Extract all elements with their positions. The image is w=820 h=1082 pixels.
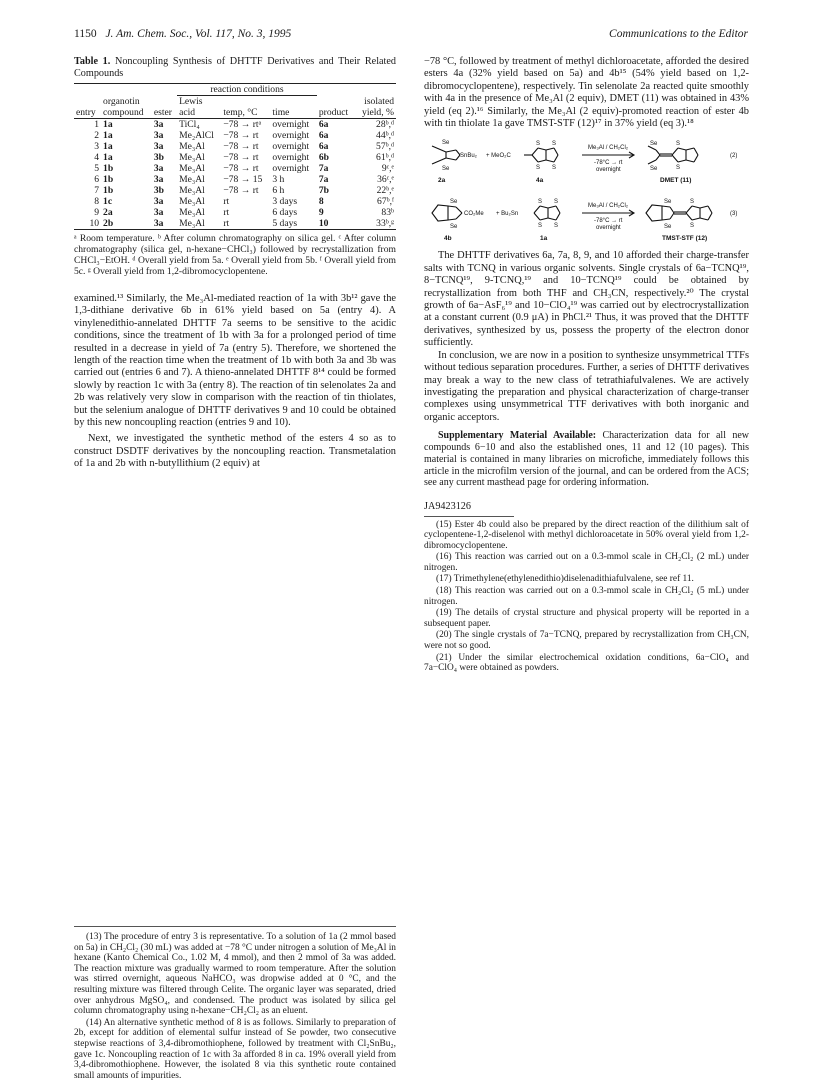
- cell-temp: rt: [223, 196, 230, 207]
- svg-text:S: S: [538, 223, 543, 230]
- svg-text:S: S: [554, 223, 559, 230]
- equation-3-drawing: [424, 192, 749, 246]
- svg-text:Se: Se: [664, 199, 672, 206]
- cell-entry: 5: [94, 163, 100, 174]
- cell-time: 5 days: [272, 218, 298, 229]
- scheme-equation-2: [424, 134, 749, 188]
- equation-2-drawing: [424, 134, 749, 188]
- ja-rule: [424, 516, 514, 517]
- table-caption-text: Noncoupling Synthesis of DHTTF Derivatives and Their Related Compounds: [74, 56, 396, 79]
- table-row: [74, 196, 396, 207]
- yield-table: [74, 83, 396, 230]
- table-body: [74, 119, 396, 230]
- svg-text:S: S: [690, 199, 695, 206]
- cell-acid: Me₃Al: [179, 152, 205, 163]
- cell-yield: 22ᵇ,ᵉ: [376, 185, 394, 196]
- journal-citation: J. Am. Chem. Soc., Vol. 117, No. 3, 1995: [105, 28, 292, 40]
- supplementary-material: [424, 430, 749, 489]
- eq3-label-b: 1a: [540, 235, 548, 243]
- eq3-conditions-time: overnight: [596, 225, 621, 232]
- cell-yield: 67ᵇ,ᶠ: [377, 196, 394, 207]
- cell-temp: −78 → rt: [223, 163, 259, 174]
- right-paragraph-top: −78 °C, followed by treatment of methyl dichloroacetate, afforded the desired esters 4a (32% yield based on 5a) and 4b¹⁵ (54% yield based on 1,2-dibromocyclopentene), respectively. Tin selenolate 2a reacted quite smoothly with 4a in the presence of Me₃Al (2 equiv), DMET (11) was obtained in 43% yield (eq 2).¹⁶ Similarly, the Me₃Al (2 equiv)-promoted reaction of ester 4b with tin thiolate 1a gave TMST-STF (12)¹⁷ in 37% yield (eq 3).¹⁸: [424, 56, 749, 130]
- table-footnotes: ᵃ Room temperature. ᵇ After column chromatography on silica gel. ᶜ After column chromatography (silica gel, n-hexane−CHCl₃) followed by recrystallization from CHCl₃−EtOH. ᵈ Overall yield from 5a. ᵉ Overall yield from 5b. ᶠ Overall yield from 5c. ᵍ Overall yield from 1,2-dibromocyclopentene.: [74, 233, 396, 277]
- left-column: [74, 56, 396, 471]
- table-row: [74, 218, 396, 230]
- svg-text:S: S: [536, 165, 541, 172]
- footnote-17: (17) Trimethylene(ethylenedithio)diselenadithiafulvalene, see ref 11.: [436, 574, 694, 585]
- footnote-15: (15) Ester 4b could also be prepared by the direct reaction of the dilithium salt of cyclopentene-1,2-diselenol with methyl dichloroacetate in 50% overal yield from 1,2-dibromocyclopentene.: [424, 519, 749, 551]
- svg-text:S: S: [676, 165, 681, 172]
- cell-entry: 8: [94, 196, 100, 207]
- eq3-number: (3): [730, 211, 738, 218]
- table-row: [74, 119, 396, 131]
- cell-product: 10: [318, 218, 329, 229]
- cell-temp: −78 → 15: [223, 174, 263, 185]
- svg-text:Se: Se: [450, 199, 458, 206]
- eq3-conditions-temp: -78°C → rt: [594, 218, 623, 225]
- cell-ester: 3a: [153, 163, 164, 174]
- cell-product: 9: [318, 207, 324, 218]
- svg-text:S: S: [554, 199, 559, 206]
- eq2-number: (2): [730, 153, 738, 160]
- footnote-21: (21) Under the similar electrochemical oxidation conditions, 6a−ClO₄ and 7a−ClO₄ were obtained as powders.: [424, 652, 749, 674]
- cell-ester: 3a: [153, 174, 164, 185]
- cell-compound: 2a: [103, 207, 113, 218]
- col-head-entry: entry: [76, 107, 96, 118]
- cell-entry: 4: [94, 152, 100, 163]
- cell-ester: 3a: [153, 196, 164, 207]
- table-row: [74, 174, 396, 185]
- svg-text:S: S: [538, 199, 543, 206]
- cell-product: 6a: [318, 130, 329, 141]
- cell-compound: 1a: [103, 152, 113, 163]
- cell-product: 8: [318, 196, 324, 207]
- eq2-product: DMET (11): [660, 177, 692, 185]
- running-header-left: [74, 28, 291, 40]
- svg-text:Se: Se: [442, 140, 450, 147]
- cell-product: 7b: [318, 185, 330, 196]
- cell-time: overnight: [272, 119, 310, 130]
- supplementary-title: Supplementary Material Available:: [438, 430, 597, 442]
- cell-product: 6a: [318, 141, 329, 152]
- cell-acid: Me₃Al: [179, 174, 205, 185]
- cell-product: 7a: [318, 174, 329, 185]
- footnote-19: (19) The details of crystal structure and physical property will be reported in a subsequent paper.: [424, 608, 749, 629]
- col-head-compound: compound: [103, 107, 144, 118]
- page-number: 1150: [74, 28, 97, 40]
- svg-text:Se: Se: [664, 224, 672, 231]
- svg-text:S: S: [552, 165, 557, 172]
- cell-entry: 2: [94, 130, 100, 141]
- cell-ester: 3b: [153, 152, 164, 163]
- cell-compound: 1c: [103, 196, 113, 207]
- cell-time: 6 days: [272, 207, 298, 218]
- cell-acid: Me₃Al: [179, 163, 205, 174]
- group-header: reaction conditions: [177, 84, 317, 96]
- cell-temp: −78 → rt: [223, 152, 259, 163]
- cell-yield: 9ᶜ,ᵉ: [381, 163, 394, 174]
- cell-temp: −78 → rtᵃ: [223, 119, 262, 130]
- col-head-product: product: [318, 107, 349, 118]
- eq2-label-b: 4a: [536, 177, 544, 185]
- cell-acid: Me₃Al: [179, 196, 205, 207]
- cell-entry: 6: [94, 174, 100, 185]
- cell-acid: TiCl₄: [179, 119, 200, 130]
- cell-time: overnight: [272, 163, 310, 174]
- col-head-isolated: isolated: [364, 96, 394, 107]
- table-caption: [74, 56, 396, 80]
- cell-yield: 28ᵇ,ᵈ: [376, 119, 394, 130]
- col-head-temp: temp, °C: [223, 107, 258, 118]
- col-head-time: time: [272, 107, 290, 118]
- cell-compound: 1b: [103, 174, 114, 185]
- right-paragraph-1: The DHTTF derivatives 6a, 7a, 8, 9, and 10 afforded their charge-transfer salts with TCNQ in various organic solvents. Single crystals of 6a−TCNQ¹⁹, 8−TCNQ¹⁹, 9-TCNQ,¹⁹ and 10−TCNQ¹⁹ could be obtained by recrystallization from both THF and CH₃CN, respectively.²⁰ The crystal growth of 6a−AsF₆¹⁹ and 10−ClO₄¹⁹ was carried out by electrocrystallization at a constant current (0.9 μA) in PhCl.²¹ Thus, it was proved that the DHTTF derivatives, synthesized by us, possess the property of the electron donor sufficiently.: [424, 250, 749, 349]
- cell-acid: Me₂AlCl: [179, 130, 214, 141]
- footnote-18: (18) This reaction was carried out on a 0.3-mmol scale in CH₂Cl₂ (5 mL) under nitrogen.: [424, 586, 749, 607]
- eq3-plus-tin: + Bu₂Sn: [496, 211, 519, 218]
- cell-temp: −78 → rt: [223, 130, 259, 141]
- cell-time: overnight: [272, 152, 310, 163]
- cell-time: overnight: [272, 141, 310, 152]
- svg-text:S: S: [690, 223, 695, 230]
- cell-temp: −78 → rt: [223, 185, 259, 196]
- cell-time: 6 h: [272, 185, 285, 196]
- footnote-20: (20) The single crystals of 7a−TCNQ, prepared by recrystallization from CH₃CN, were not so good.: [424, 630, 749, 652]
- cell-yield: 61ᵇ,ᵈ: [376, 152, 394, 163]
- svg-text:S: S: [536, 141, 541, 148]
- cell-temp: rt: [223, 218, 230, 229]
- running-header-right: Communications to the Editor: [609, 28, 748, 40]
- cell-yield: 44ᵇ,ᵈ: [376, 130, 394, 141]
- svg-text:Se: Se: [650, 141, 658, 148]
- cell-ester: 3b: [153, 185, 164, 196]
- eq2-conditions-temp: -78°C → rt: [594, 160, 623, 167]
- eq2-reagent-tin: SnBu₂: [460, 153, 478, 160]
- svg-text:S: S: [676, 141, 681, 148]
- eq2-conditions-top: Me₃Al / CH₂Cl₂: [588, 145, 629, 152]
- footnote-13: (13) The procedure of entry 3 is representative. To a solution of 1a (2 mmol based on 5a) in CH₂Cl₂ (30 mL) was added at −78 °C under nitrogen a solution of Me₃Al in hexane (Kanto Chemical Co., 1.02 M, 4 mmol), and then 2 mmol of 3a was added. The reaction mixture was gradually warmed to room temperature. After the solution was stirred overnight, aqueous NaHCO₃ was dropwise added at 0 °C, and the resulting mixture was filtered through Celite. The organic layer was separated, dried over anhydrous MgSO₄, and condensed. The product was isolated by silica gel column chromatography using n-hexane−CH₂Cl₂ as an eluent.: [74, 932, 396, 1017]
- left-footnotes: [74, 926, 396, 1082]
- right-column: [424, 56, 749, 675]
- left-paragraph-2: Next, we investigated the synthetic method of the esters 4 so as to construct DSDTF derivatives by the noncoupling reaction. Transmetalation of 1a and 2b with n-butyllithium (2 equiv) at: [74, 433, 396, 470]
- table-row: [74, 163, 396, 174]
- cell-entry: 9: [94, 207, 100, 218]
- footnote-14: (14) An alternative synthetic method of 8 is as follows. Similarly to preparation of 2b, except for addition of elemental sulfur instead of Se powder, two consecutive stepwise reactions of 3,4-dibromothiophene, followed by treatment with Cl₂SnBu₂, gave 1c. Noncoupling reaction of 1c with 3a afforded 8 in ca. 19% overall yield from 3,4-dibromothiophene. However, the isolated 8 via this synthetic route contained small amounts of impurities.: [74, 1017, 396, 1081]
- table-row: [74, 130, 396, 141]
- footnote-16: (16) This reaction was carried out on a 0.3-mmol scale in CH₂Cl₂ (2 mL) under nitrogen.: [424, 552, 749, 573]
- cell-time: 3 h: [272, 174, 285, 185]
- cell-ester: 3a: [153, 141, 164, 152]
- table-row: [74, 207, 396, 218]
- cell-yield: 57ᵇ,ᵈ: [376, 141, 394, 152]
- cell-product: 7a: [318, 163, 329, 174]
- cell-compound: 1b: [103, 185, 114, 196]
- cell-ester: 3a: [153, 207, 164, 218]
- eq2-conditions-time: overnight: [596, 167, 621, 174]
- cell-acid: Me₃Al: [179, 141, 205, 152]
- table-row: [74, 152, 396, 163]
- eq2-plus-ester: + MeO₂C: [486, 153, 511, 160]
- eq2-label-a: 2a: [438, 177, 446, 185]
- right-paragraph-2: In conclusion, we are now in a position to synthesize unsymmetrical TTFs without tedious separation procedures. Further, a series of DHTTF derivatives may break a way to the new class of tetrathiafulvalenes. We are actively investigating the preparation and physical characterization of charge-transer complexes using unsymmetrical TTF derivatives with both inorganic and organic acceptors.: [424, 349, 749, 423]
- supplementary-text: Characterization data for all new compounds 6−10 and also the established ones, 11 and 12 (10 pages). This material is contained in many libraries on microfiche, immediately follows this article in the microfilm version of the journal, and can be ordered from the ACS; see any current masthead page for ordering information.: [424, 430, 750, 489]
- cell-entry: 1: [94, 119, 100, 130]
- cell-acid: Me₃Al: [179, 207, 205, 218]
- cell-compound: 1a: [103, 130, 113, 141]
- cell-acid: Me₃Al: [179, 185, 205, 196]
- cell-ester: 3a: [153, 119, 164, 130]
- cell-compound: 1a: [103, 119, 113, 130]
- cell-entry: 7: [94, 185, 100, 196]
- cell-yield: 83ᵇ: [381, 207, 394, 218]
- cell-product: 6b: [318, 152, 330, 163]
- cell-ester: 3a: [153, 130, 164, 141]
- cell-time: 3 days: [272, 196, 298, 207]
- cell-acid: Me₃Al: [179, 218, 205, 229]
- right-footnotes: [424, 520, 749, 674]
- ja-number: JA9423126: [424, 501, 471, 513]
- cell-time: overnight: [272, 130, 310, 141]
- table-caption-label: Table 1.: [74, 56, 111, 67]
- svg-text:Se: Se: [442, 166, 450, 173]
- scheme-equation-3: [424, 192, 749, 246]
- cell-temp: rt: [223, 207, 230, 218]
- cell-compound: 1a: [103, 141, 113, 152]
- eq3-conditions-top: Me₃Al / CH₂Cl₂: [588, 203, 629, 210]
- cell-ester: 3a: [153, 218, 164, 229]
- svg-text:S: S: [552, 141, 557, 148]
- cell-compound: 1b: [103, 163, 114, 174]
- eq3-product: TMST-STF (12): [662, 235, 708, 243]
- cell-entry: 3: [94, 141, 100, 152]
- table-row: [74, 141, 396, 152]
- svg-text:Se: Se: [650, 166, 658, 173]
- cell-product: 6a: [318, 119, 329, 130]
- eq3-reagent-ester: CO₂Me: [464, 211, 484, 218]
- cell-yield: 36ᶜ,ᵉ: [377, 174, 394, 185]
- eq3-label-a: 4b: [444, 235, 452, 243]
- cell-yield: 33ᵇ,ᵍ: [376, 218, 394, 229]
- col-head-yield: yield, %: [362, 107, 394, 118]
- col-head-ester: ester: [153, 107, 172, 118]
- left-paragraph-1: examined.¹³ Similarly, the Me₃Al-mediated reaction of 1a with 3b¹² gave the 1,3-dithiane derivative 6b in 61% yield based on 5a (entry 4). A vinylenedithio-annelated DHTTF 7a seems to be sensitive to the acidic conditions, since the treatment of 1b with 3a for a prolonged period of time resulted in a decrease in yield of 7a (entry 5). Therefore, we shortened the length of the reaction time when the treatment of 1b with both 3a and 3b was carried out (entries 6 and 7). A thieno-annelated DHTTF 8¹⁴ could be formed slowly by reaction 1c with 3a (entry 8). The reaction of tin selenolates 2a and 2b was relatively very slow in comparison with the reaction of tin thiolates, but the selenium analogue of DHTTF derivatives 9 and 10 could be obtained by this new noncoupling reaction (entries 9 and 10).: [74, 293, 396, 429]
- cell-entry: 10: [89, 218, 100, 229]
- cell-temp: −78 → rt: [223, 141, 259, 152]
- col-head-lewis: Lewis: [179, 96, 203, 107]
- table-row: [74, 185, 396, 196]
- col-head-organotin: organotin: [103, 96, 140, 107]
- cell-compound: 2b: [103, 218, 114, 229]
- col-head-acid: acid: [179, 107, 196, 118]
- svg-text:Se: Se: [450, 224, 458, 231]
